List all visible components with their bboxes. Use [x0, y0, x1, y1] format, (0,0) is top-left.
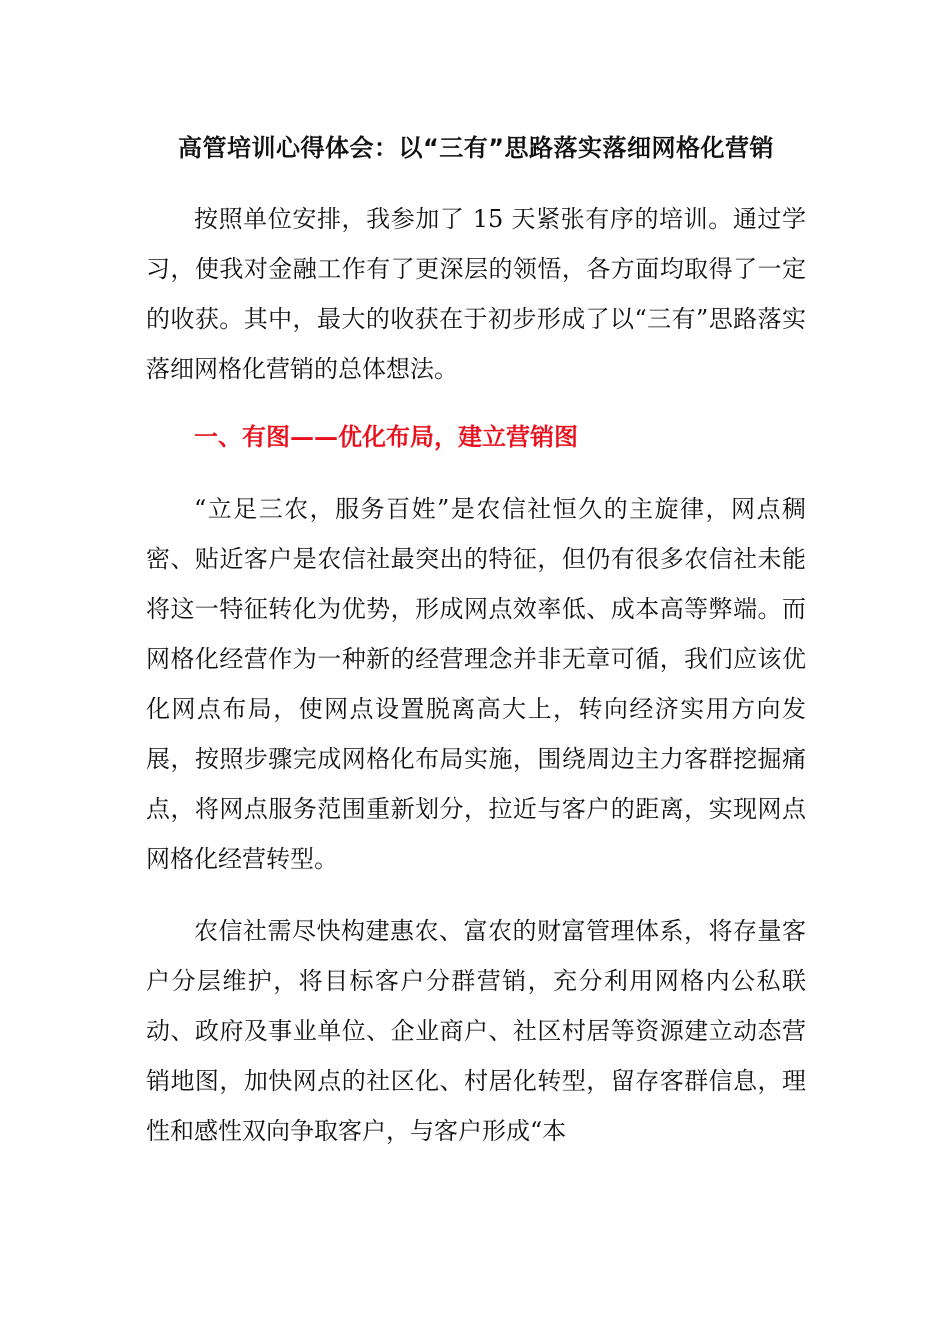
intro-paragraph: 按照单位安排，我参加了 15 天紧张有序的培训。通过学习，使我对金融工作有了更深层的领悟，各方面均取得了一定的收获。其中，最大的收获在于初步形成了以“三有”思路落实落细网格化营销的总体想法。 [146, 205, 806, 383]
document-page [146, 128, 806, 1156]
section-paragraph-1: “立足三农，服务百姓”是农信社恒久的主旋律，网点稠密、贴近客户是农信社最突出的特征，但仍有很多农信社未能将这一特征转化为优势，形成网点效率低、成本高等弊端。而网格化经营作为一种新的经营理念并非无章可循，我们应该优化网点布局，使网点设置脱离高大上，转向经济实用方向发展，按照步骤完成网格化布局实施，围绕周边主力客群挖掘痛点，将网点服务范围重新划分，拉近与客户的距离，实现网点网格化经营转型。 [146, 495, 806, 873]
section-paragraph-2: 农信社需尽快构建惠农、富农的财富管理体系，将存量客户分层维护，将目标客户分群营销，充分利用网格内公私联动、政府及事业单位、企业商户、社区村居等资源建立动态营销地图，加快网点的社区化、村居化转型，留存客群信息，理性和感性双向争取客户，与客户形成“本 [146, 917, 806, 1145]
document-title: 高管培训心得体会：以“三有”思路落实落细网格化营销 [177, 134, 775, 162]
section-heading: 一、有图——优化布局，建立营销图 [194, 422, 578, 451]
